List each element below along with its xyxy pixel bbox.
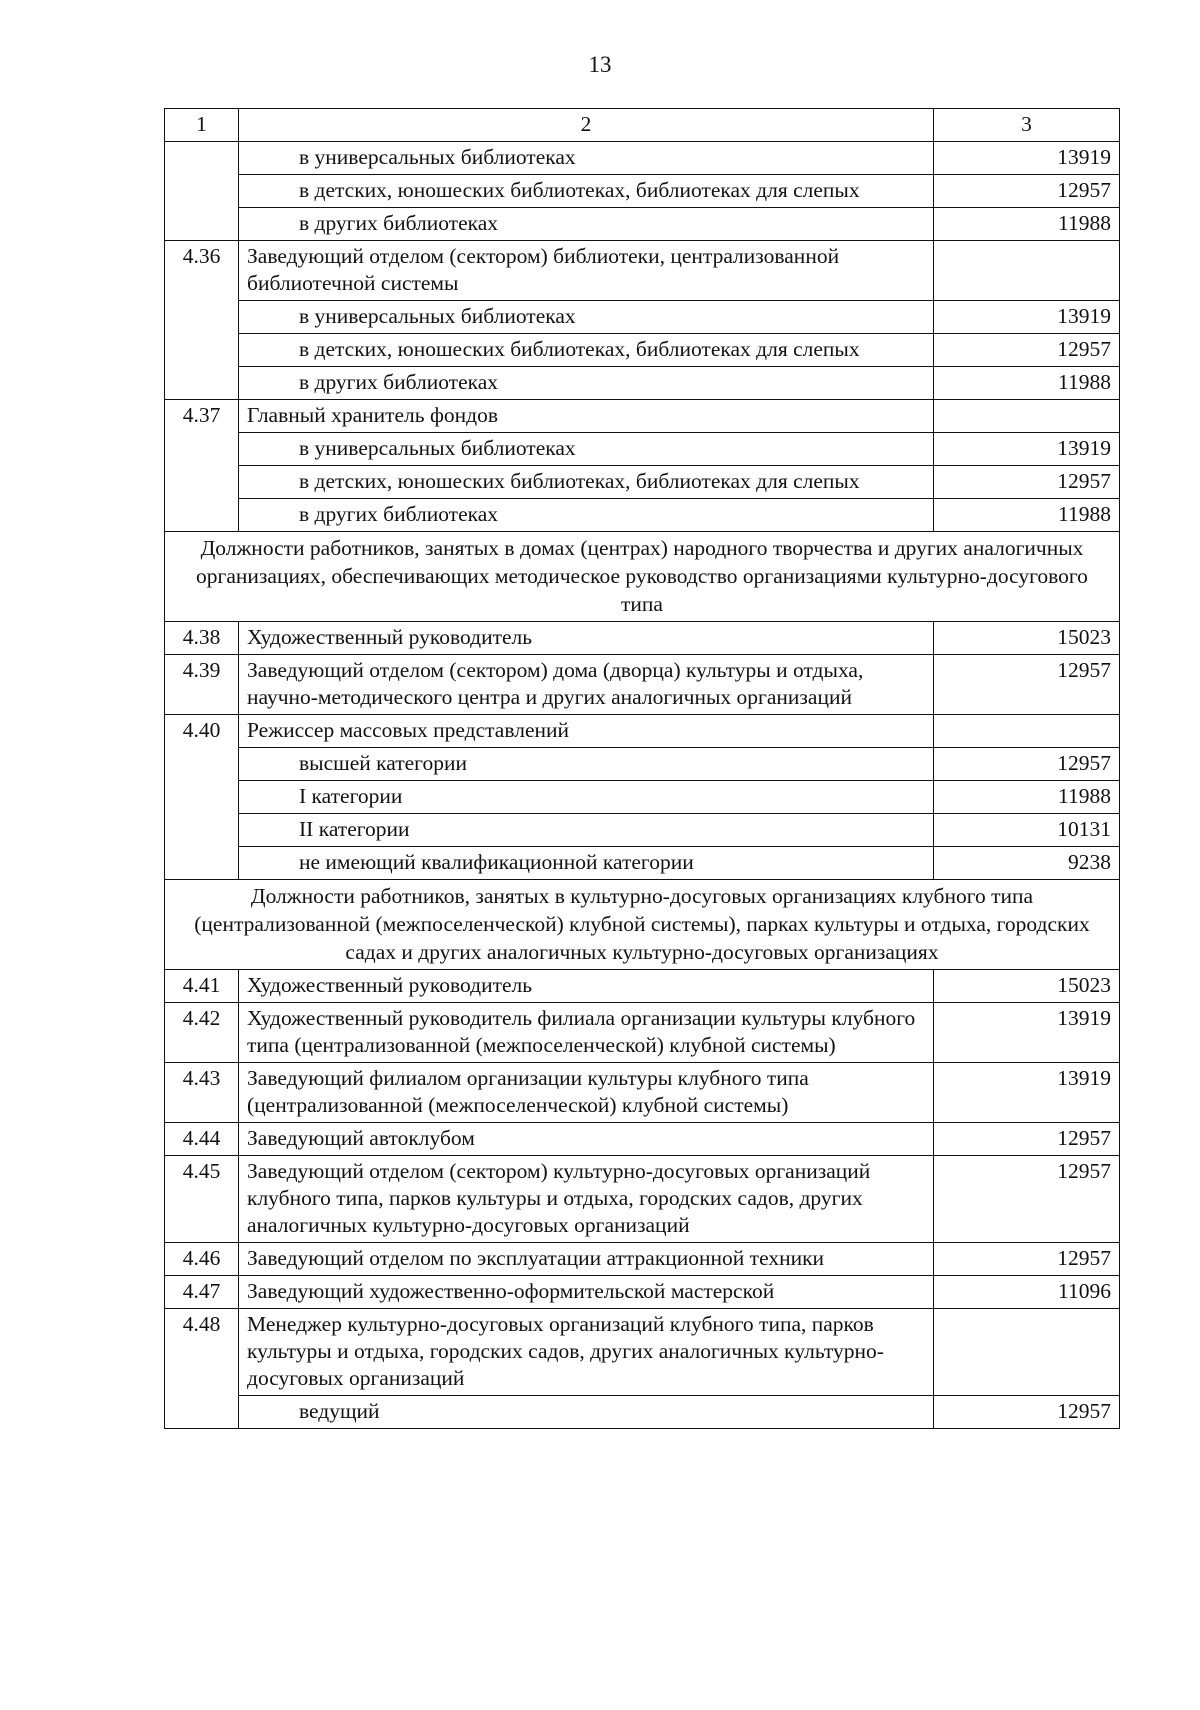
table-row — [165, 970, 1120, 1003]
salary-value — [934, 241, 1120, 301]
table-subrow — [165, 208, 1120, 241]
position-title: Заведующий автоклубом — [239, 1123, 934, 1156]
salary-value: 15023 — [934, 970, 1120, 1003]
salary-value — [934, 1309, 1120, 1396]
position-subcategory: ведущий — [239, 1396, 934, 1429]
position-subcategory: в детских, юношеских библиотеках, библиотеках для слепых — [239, 175, 934, 208]
section-header-row — [165, 880, 1120, 970]
salary-value — [934, 715, 1120, 748]
position-subcategory: в универсальных библиотеках — [239, 142, 934, 175]
header-col-3: 3 — [934, 109, 1120, 142]
salary-value: 12957 — [934, 1123, 1120, 1156]
salary-value: 12957 — [934, 655, 1120, 715]
salary-value: 15023 — [934, 622, 1120, 655]
table-header-row — [165, 109, 1120, 142]
salary-value: 10131 — [934, 814, 1120, 847]
table-subrow — [165, 334, 1120, 367]
table-row — [165, 622, 1120, 655]
section-title: Должности работников, занятых в культурно-досуговых организациях клубного типа (централизованной (межпоселенческой) клубной системы), парках культуры и отдыха, городских садах и других аналогичных культурно-досуговых организациях — [165, 880, 1120, 970]
row-number: 4.36 — [165, 241, 239, 400]
section-header-row — [165, 532, 1120, 622]
table-subrow — [165, 847, 1120, 880]
position-title: Заведующий отделом (сектором) библиотеки, централизованной библиотечной системы — [239, 241, 934, 301]
table-subrow — [165, 175, 1120, 208]
salary-value: 11096 — [934, 1276, 1120, 1309]
row-number: 4.48 — [165, 1309, 239, 1429]
position-subcategory: высшей категории — [239, 748, 934, 781]
table-subrow — [165, 367, 1120, 400]
position-subcategory: в других библиотеках — [239, 499, 934, 532]
position-subcategory: в других библиотеках — [239, 208, 934, 241]
position-subcategory: I категории — [239, 781, 934, 814]
position-subcategory: в других библиотеках — [239, 367, 934, 400]
table-row — [165, 1003, 1120, 1063]
position-title: Заведующий отделом по эксплуатации аттракционной техники — [239, 1243, 934, 1276]
table-row — [165, 1123, 1120, 1156]
salary-value: 12957 — [934, 466, 1120, 499]
salary-value: 9238 — [934, 847, 1120, 880]
table-row — [165, 1243, 1120, 1276]
salary-value: 11988 — [934, 499, 1120, 532]
row-number: 4.43 — [165, 1063, 239, 1123]
salary-value: 13919 — [934, 433, 1120, 466]
position-subcategory: в универсальных библиотеках — [239, 433, 934, 466]
position-title: Главный хранитель фондов — [239, 400, 934, 433]
salary-value: 11988 — [934, 208, 1120, 241]
table-subrow — [165, 142, 1120, 175]
position-title: Художественный руководитель филиала организации культуры клубного типа (централизованной (межпоселенческой) клубной системы) — [239, 1003, 934, 1063]
row-number: 4.46 — [165, 1243, 239, 1276]
table-body — [165, 109, 1120, 1429]
table-subrow — [165, 814, 1120, 847]
table-row — [165, 715, 1120, 748]
page-number: 13 — [588, 52, 612, 77]
row-number: 4.44 — [165, 1123, 239, 1156]
position-subcategory: II категории — [239, 814, 934, 847]
table-row — [165, 241, 1120, 301]
row-number: 4.47 — [165, 1276, 239, 1309]
table-row — [165, 655, 1120, 715]
row-number — [165, 142, 239, 241]
section-title: Должности работников, занятых в домах (центрах) народного творчества и других аналогичных организациях, обеспечивающих методическое руководство организациями культурно-досугового типа — [165, 532, 1120, 622]
table-row — [165, 1276, 1120, 1309]
salary-value: 11988 — [934, 367, 1120, 400]
table-subrow — [165, 748, 1120, 781]
position-title: Заведующий художественно-оформительской мастерской — [239, 1276, 934, 1309]
position-title: Заведующий отделом (сектором) культурно-досуговых организаций клубного типа, парков культуры и отдыха, городских садов, других аналогичных культурно-досуговых организаций — [239, 1156, 934, 1243]
table-row — [165, 400, 1120, 433]
salary-value: 13919 — [934, 1003, 1120, 1063]
row-number: 4.41 — [165, 970, 239, 1003]
salary-value: 11988 — [934, 781, 1120, 814]
position-title: Менеджер культурно-досуговых организаций клубного типа, парков культуры и отдыха, городских садов, других аналогичных культурно-досуговых организаций — [239, 1309, 934, 1396]
salary-value: 12957 — [934, 175, 1120, 208]
header-col-2: 2 — [239, 109, 934, 142]
salary-value: 12957 — [934, 1243, 1120, 1276]
position-title: Режиссер массовых представлений — [239, 715, 934, 748]
salary-value: 12957 — [934, 748, 1120, 781]
position-title: Заведующий филиалом организации культуры клубного типа (централизованной (межпоселенческой) клубной системы) — [239, 1063, 934, 1123]
table-subrow — [165, 499, 1120, 532]
position-title: Заведующий отделом (сектором) дома (дворца) культуры и отдыха, научно-методического центра и других аналогичных организаций — [239, 655, 934, 715]
table-subrow — [165, 781, 1120, 814]
salary-value — [934, 400, 1120, 433]
position-title: Художественный руководитель — [239, 622, 934, 655]
salary-value: 13919 — [934, 142, 1120, 175]
table-row — [165, 1063, 1120, 1123]
salary-table — [164, 108, 1120, 1429]
row-number: 4.42 — [165, 1003, 239, 1063]
row-number: 4.45 — [165, 1156, 239, 1243]
table-subrow — [165, 301, 1120, 334]
salary-value: 12957 — [934, 1156, 1120, 1243]
table-subrow — [165, 466, 1120, 499]
salary-value: 13919 — [934, 301, 1120, 334]
table-row — [165, 1309, 1120, 1396]
position-title: Художественный руководитель — [239, 970, 934, 1003]
row-number: 4.40 — [165, 715, 239, 880]
table-subrow — [165, 433, 1120, 466]
position-subcategory: в детских, юношеских библиотеках, библиотеках для слепых — [239, 466, 934, 499]
salary-value: 13919 — [934, 1063, 1120, 1123]
row-number: 4.37 — [165, 400, 239, 532]
row-number: 4.38 — [165, 622, 239, 655]
position-subcategory: не имеющий квалификационной категории — [239, 847, 934, 880]
header-col-1: 1 — [165, 109, 239, 142]
table-subrow — [165, 1396, 1120, 1429]
salary-value: 12957 — [934, 334, 1120, 367]
salary-value: 12957 — [934, 1396, 1120, 1429]
table-row — [165, 1156, 1120, 1243]
position-subcategory: в детских, юношеских библиотеках, библиотеках для слепых — [239, 334, 934, 367]
position-subcategory: в универсальных библиотеках — [239, 301, 934, 334]
row-number: 4.39 — [165, 655, 239, 715]
